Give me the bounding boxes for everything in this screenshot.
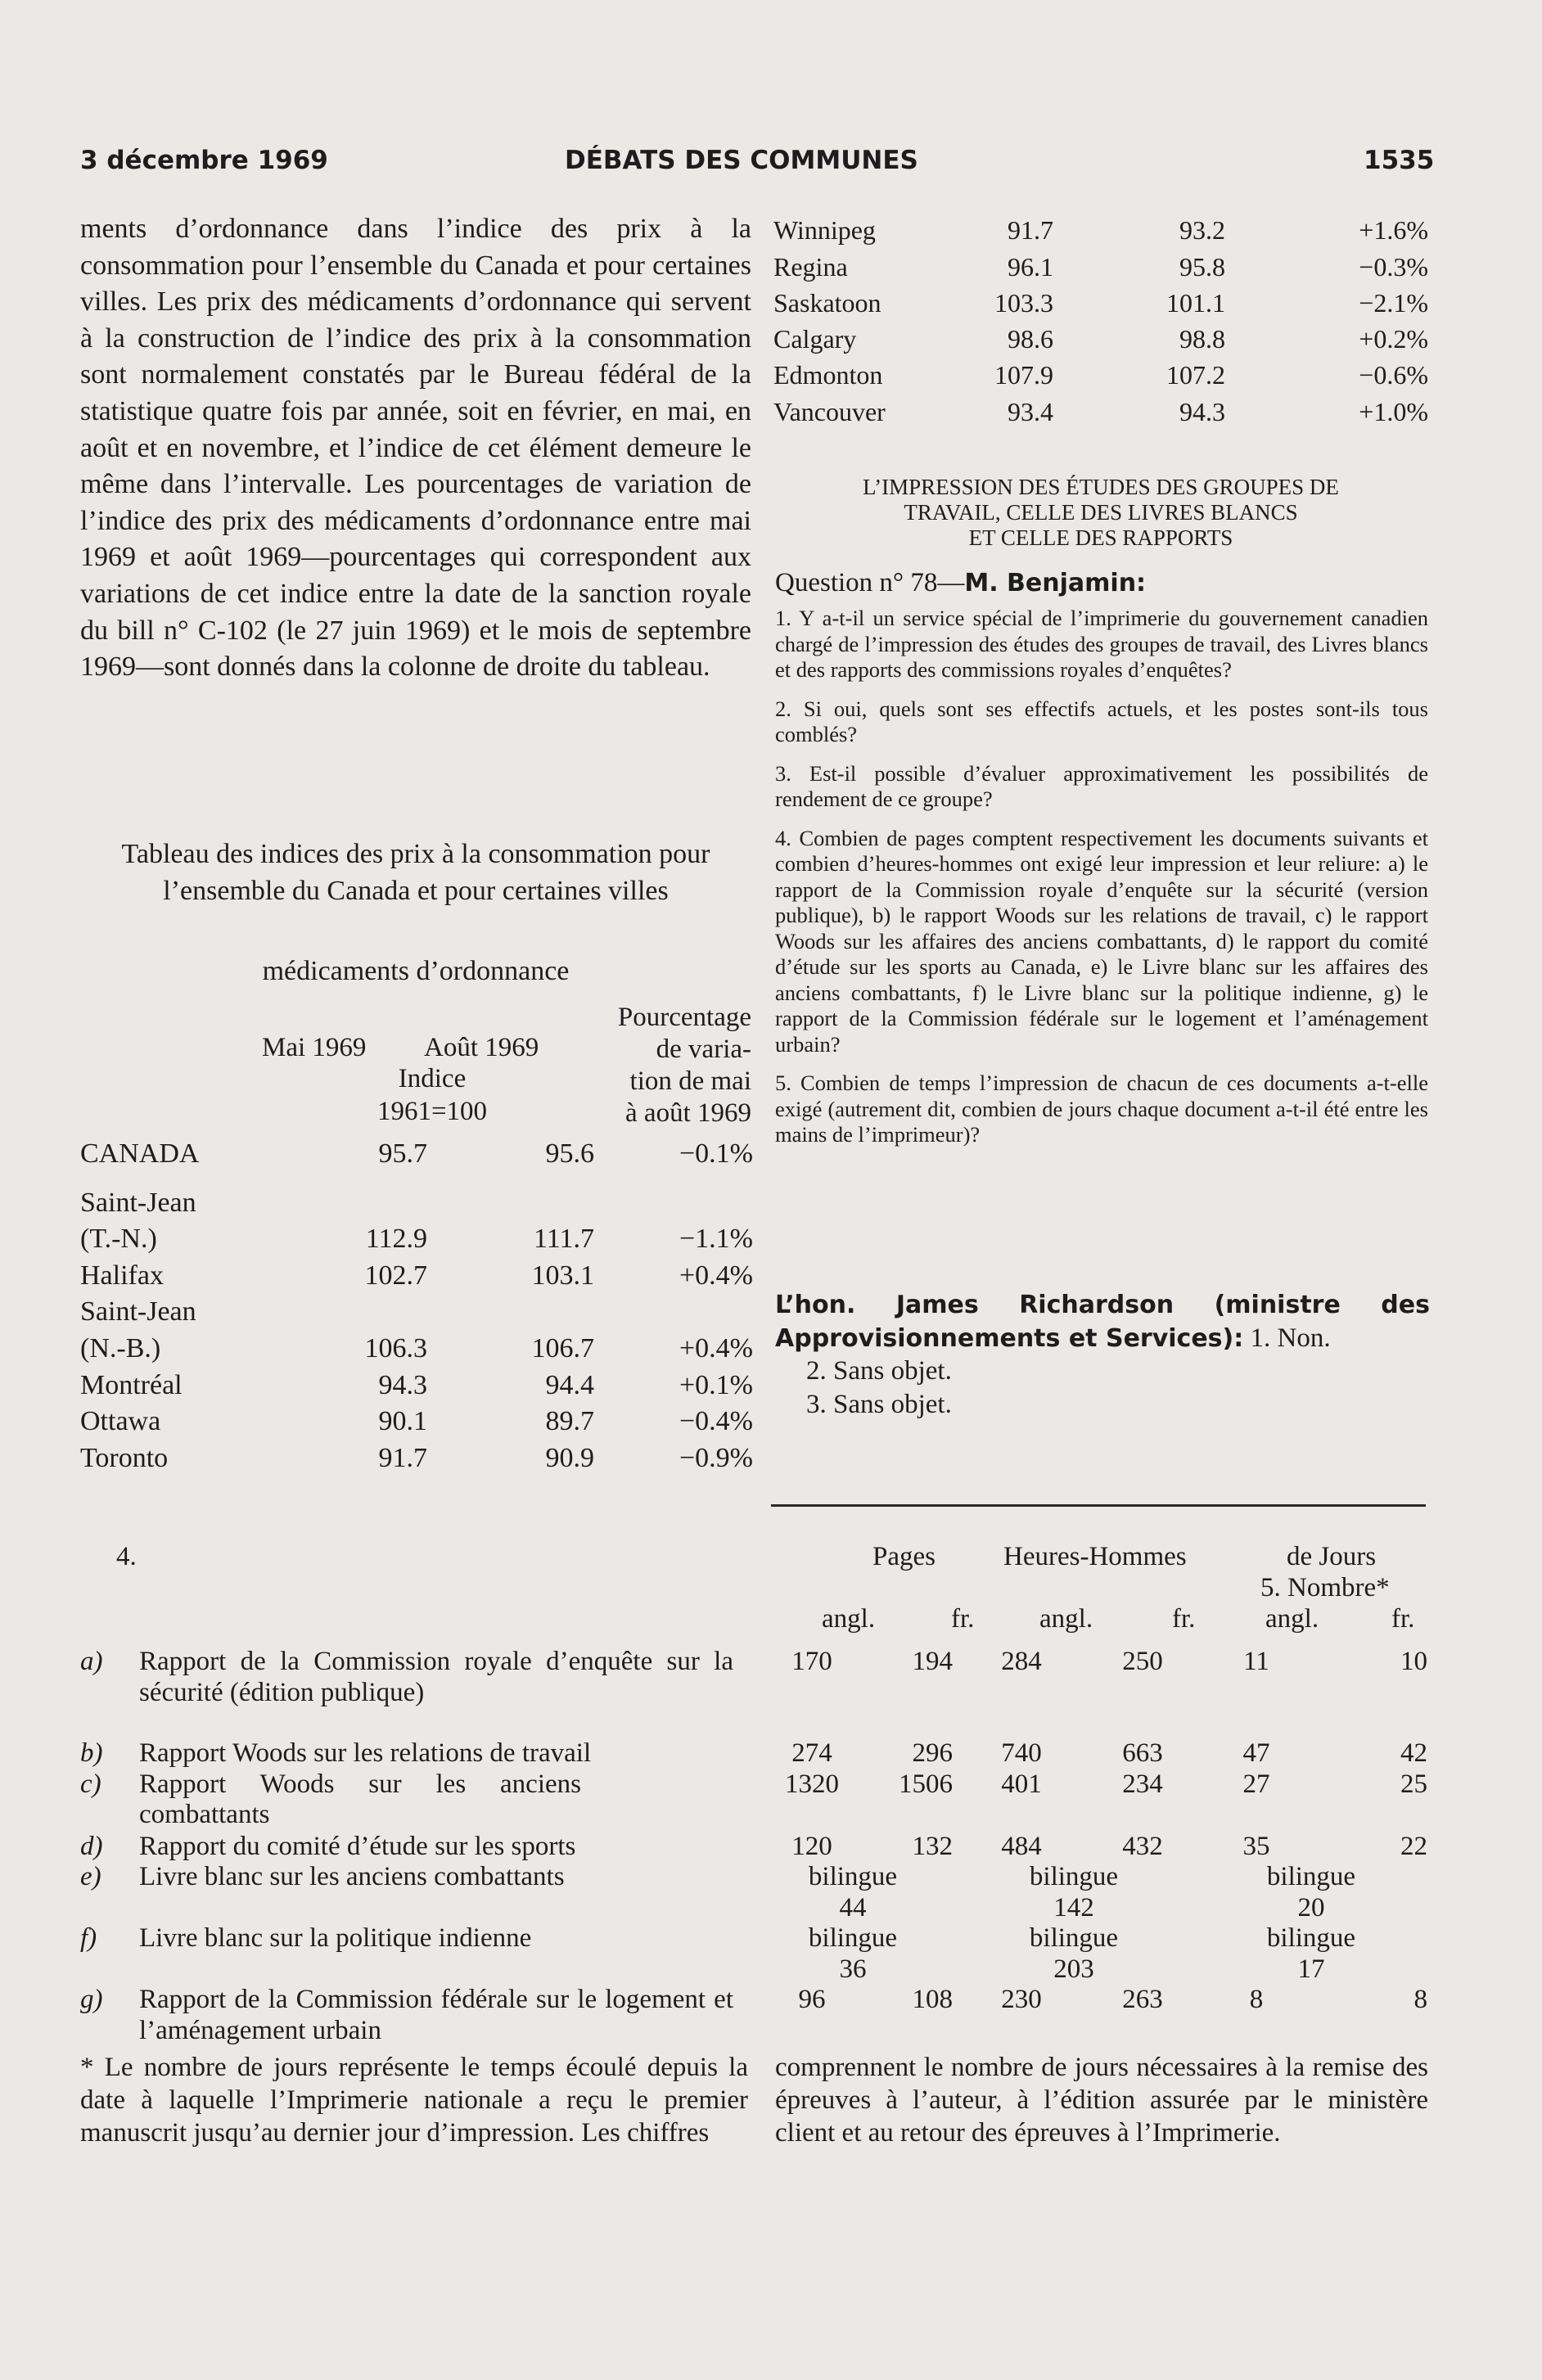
header-pages-fr: fr. <box>951 1604 975 1634</box>
table-row: Regina 96.1 95.8 −0.3% <box>773 251 1428 282</box>
table-title: Tableau des indices des prix à la consommation pour l’ensemble du Canada et pour certaines villes <box>121 839 710 906</box>
table-row: a) Rapport de la Commission royale d’enquête sur la sécurité (édition publique) 170 194 284 250 11 10 <box>80 1647 1427 1707</box>
printing-table <box>80 1647 1427 2046</box>
table-row: (T.-N.) 112.9 111.7 −1.1% <box>80 1224 753 1255</box>
footnote-left: * Le nombre de jours représente le temps écoulé depuis la date à laquelle l’Imprimerie nationale a reçu le premier manuscrit jusqu’au dernier jour d’impression. Les chiffres <box>80 2053 748 2148</box>
answer-1: 1. Non. <box>1250 1323 1331 1353</box>
section-divider <box>771 1504 1426 1507</box>
question-1: 1. Y a-t-il un service spécial de l’imprimerie du gouvernement canadien chargé de l’impression des études des groupes de travail, des Livres blancs et des rapports des commissions royales d’enquêtes? <box>775 606 1428 682</box>
table-row: f) Livre blanc sur la politique indienne bilingue 36 bilingue 203 bilingue 17 <box>80 1923 1356 1984</box>
table-row: CANADA 95.7 95.6 −0.1% <box>80 1138 753 1169</box>
section-heading: L’IMPRESSION DES ÉTUDES DES GROUPES DE TRAVAIL, CELLE DES LIVRES BLANCS ET CELLE DES RAPPORTS <box>863 475 1339 550</box>
col-mai-header: Mai 1969 <box>262 1033 367 1062</box>
question-5: 5. Combien de temps l’impression de chacun de ces documents a-t-elle exigé (autrement dit, combien de jours chaque document a-t-il été entre les mains de l’imprimeur)? <box>775 1071 1428 1147</box>
page-number: 1535 <box>1364 146 1435 175</box>
table-row: Saint-Jean <box>80 1296 196 1327</box>
question-number: Question n° 78— <box>775 568 965 597</box>
header-title: DÉBATS DES COMMUNES <box>565 146 918 175</box>
col-pct-header: Pourcentage de varia- tion de mai à août 1969 <box>617 1003 751 1128</box>
footnote-right: comprennent le nombre de jours nécessaires à la remise des épreuves à l’auteur, à l’édition assurée par le ministère client et au retour des épreuves à l’Imprimerie. <box>775 2053 1428 2148</box>
table-row: e) Livre blanc sur les anciens combattants bilingue 44 bilingue 142 bilingue 20 <box>80 1862 1356 1922</box>
table-row: Saskatoon 103.3 101.1 −2.1% <box>773 287 1428 318</box>
answer-speaker: L’hon. James Richardson (ministre des Approvisionnements et Services): <box>775 1291 1430 1353</box>
question-2: 2. Si oui, quels sont ses effectifs actuels, et les postes sont-ils tous comblés? <box>775 696 1428 746</box>
header-heures-angl: angl. <box>1039 1604 1093 1634</box>
header-pages-angl: angl. <box>822 1604 876 1634</box>
table-row: d) Rapport du comité d’étude sur les sports 120 132 484 432 35 22 <box>80 1831 1427 1861</box>
item-number: 4. <box>116 1542 137 1571</box>
header-nombre: 5. Nombre* <box>1260 1573 1390 1602</box>
question-4: 4. Combien de pages comptent respectivement les documents suivants et combien d’heures-hommes ont exigé leur impression et leur reliure: a) le rapport de la Commission royale d’enquête sur la sécurité (version publique), b) le rapport Woods sur les relations de travail, c) le rapport Woods sur les affaires des anciens combattants, d) le rapport du comité d’étude sur les sports au Canada, e) le Livre blanc sur les affaires des anciens combattants, f) le Livre blanc sur la politique indienne, g) le rapport de la Commission fédérale sur le logement et l’aménagement urbain? <box>775 825 1428 1057</box>
header-jours-fr: fr. <box>1391 1604 1415 1634</box>
table-row: Edmonton 107.9 107.2 −0.6% <box>773 360 1428 390</box>
header-jours: de Jours <box>1287 1542 1377 1571</box>
table-row: b) Rapport Woods sur les relations de travail 274 296 740 663 47 42 <box>80 1738 1427 1768</box>
table-row: Calgary 98.6 98.8 +0.2% <box>773 324 1428 354</box>
table-row: Ottawa 90.1 89.7 −0.4% <box>80 1406 753 1437</box>
table-row: Toronto 91.7 90.9 −0.9% <box>80 1442 753 1473</box>
col-indice-header: Indice <box>398 1064 467 1093</box>
table-row: Montréal 94.3 94.4 +0.1% <box>80 1369 753 1400</box>
col-base-header: 1961=100 <box>376 1097 488 1126</box>
header-heures: Heures-Hommes <box>1003 1542 1187 1571</box>
col-aout-header: Août 1969 <box>424 1033 539 1062</box>
table-row: Halifax 102.7 103.1 +0.4% <box>80 1260 753 1291</box>
table-row: (N.-B.) 106.3 106.7 +0.4% <box>80 1332 753 1364</box>
price-index-table <box>80 1133 753 1474</box>
question-3: 3. Est-il possible d’évaluer approximativement les possibilités de rendement de ce groupe? <box>775 760 1428 811</box>
header-date: 3 décembre 1969 <box>80 146 328 175</box>
question-line <box>775 568 1146 598</box>
table-subtitle: médicaments d’ordonnance <box>262 956 570 986</box>
answer-2: 2. Sans objet. <box>806 1356 952 1386</box>
questions-block <box>775 606 1428 1148</box>
table-row: Saint-Jean <box>80 1187 196 1218</box>
header-heures-fr: fr. <box>1172 1604 1196 1634</box>
table-row: Vancouver 93.4 94.3 +1.0% <box>773 396 1428 426</box>
city-table-continued <box>773 210 1428 427</box>
table-row: Winnipeg 91.7 93.2 +1.6% <box>773 215 1428 246</box>
answer-3: 3. Sans objet. <box>806 1390 952 1419</box>
table-row: g) Rapport de la Commission fédérale sur le logement et l’aménagement urbain 96 108 230 263 8 8 <box>80 1985 1427 2045</box>
question-author: M. Benjamin: <box>964 569 1147 597</box>
left-paragraph: ments d’ordonnance dans l’indice des prix à la consommation pour l’ensemble du Canada et pour certaines villes. Les prix des médicaments d’ordonnance qui servent à la construction de l’indice des prix à la consommation sont normalement constatés par le Bureau fédéral de la statistique quatre fois par année, soit en février, en mai, en août et en novembre, et l’indice de cet élément demeure le même dans l’intervalle. Les pourcentages de variation de l’indice des prix des médicaments d’ordonnance entre mai 1969 et août 1969—pourcentages qui correspondent aux variations de cet indice entre la date de la sanction royale du bill n° C-102 (le 27 juin 1969) et le mois de septembre 1969—sont donnés dans la colonne de droite du tableau. <box>80 214 751 683</box>
header-pages: Pages <box>872 1542 936 1571</box>
answer-block <box>775 1288 1430 1355</box>
table-row: c) Rapport Woods sur les anciens combattants 1320 1506 401 234 27 25 <box>80 1769 1427 1829</box>
header-jours-angl: angl. <box>1265 1604 1319 1634</box>
